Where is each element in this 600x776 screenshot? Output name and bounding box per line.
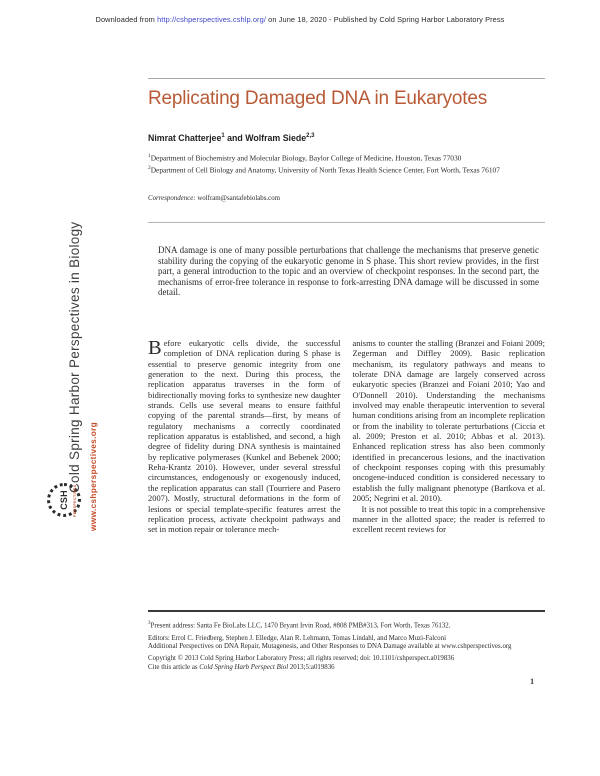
footnote-present-address-text: Present address: Santa Fe BioLabs LLC, 1470 Bryant Irvin Road, #808 PMB#313, Fort Worth, Texas 76132. bbox=[150, 622, 451, 630]
sidebar-journal-url: www.cshperspectives.org bbox=[88, 422, 98, 531]
footnote-rule bbox=[148, 610, 545, 612]
footnotes bbox=[148, 620, 545, 676]
affiliation-superscript: 1 bbox=[148, 153, 151, 159]
footnote-citation-suffix: 2013;5:a019836 bbox=[288, 664, 335, 672]
abstract: DNA damage is one of many possible perturbations that challenge the mechanisms that preserve genetic stability during the copying of the eukaryotic genome in S phase. This short review provides, in the first part, a general introduction to the topic and an overview of checkpoint responses. In the second part, the mechanisms of error-free tolerance in response to fork-arresting DNA damage will be discussed in some detail. bbox=[158, 245, 539, 298]
correspondence-label: Correspondence: bbox=[148, 195, 196, 202]
cshp-logo-abbr: CSH bbox=[58, 490, 69, 510]
footnote-citation bbox=[148, 664, 545, 673]
body-text-left: efore eukaryotic cells divide, the successful completion of DNA replication during S phase is essential to preserve genomic integrity from one generation to the next. During this process, the replication apparatus traverses in the form of bidirectionally moving forks to synthesize new daughter strands. Cells use several means to ensure faithful copying of the parental strands—first, by means of regulatory mechanisms a correctly coordinated replication apparatus is established, and second, a high degree of fidelity during DNA synthesis is maintained by replicative polymerases (Kunkel and Bebenek 2000; Reha-Krantz 2010). However, under several stressful circumstances, endogenously or exogenously induced, the replication apparatus can stall (Tourriere and Pasero 2007). Mostly, structural deformations in the form of lesions or special template-specific features arrest the replication process, activate checkpoint pathways and set in motion repair or tolerance mech- bbox=[148, 338, 341, 535]
abstract-rule bbox=[148, 222, 545, 223]
affiliations bbox=[148, 152, 540, 176]
sidebar-journal-title: Cold Spring Harbor Perspectives in Biology bbox=[67, 221, 82, 493]
affiliation bbox=[148, 152, 540, 163]
author-superscript: 1 bbox=[221, 133, 225, 140]
author-superscript: 2,3 bbox=[306, 133, 315, 140]
body-columns bbox=[148, 338, 545, 535]
authors-joiner: and bbox=[224, 133, 246, 143]
footnote-copyright-group bbox=[148, 655, 545, 672]
download-banner-suffix: on June 18, 2020 - Published by Cold Spring Harbor Laboratory Press bbox=[265, 15, 505, 24]
footnote-citation-journal: Cold Spring Harb Perspect Biol bbox=[199, 664, 289, 672]
footnote-editors-group bbox=[148, 635, 545, 652]
footnote-superscript: 3 bbox=[148, 621, 151, 626]
body-text-right: anisms to counter the stalling (Branzei and Foiani 2009; Zegerman and Diffley 2009). Basic replication mechanism, its regulatory pathways and means to tolerate DNA damage are largely conserved across eukaryotic species (Branzei and Foiani 2010; Yao and O'Donnell 2010). Understanding the mechanisms involved may enable therapeutic intervention to several human conditions arising from an incomplete replication or from the inability to tolerate perturbations (Ciccia et al. 2009; Preston et al. 2010; Abbas et al. 2013). Enhanced replication stress has also been commonly identified in precancerous lesions, and the inactivation of checkpoint responses coping with this presumably oncogene-induced condition is considered necessary to establish the fully malignant phenotype (Bartkova et al. 2005; Negrini et al. 2010). bbox=[352, 338, 545, 504]
body-column-right bbox=[353, 338, 546, 535]
body-column-left bbox=[148, 338, 341, 535]
footnote-copyright: Copyright © 2013 Cold Spring Harbor Laboratory Press; all rights reserved; doi: 10.1101/cshperspect.a019836 bbox=[148, 655, 455, 663]
body-text-right-p2: It is not possible to treat this topic in a comprehensive manner in the allotted space; the reader is referred to excellent recent reviews for bbox=[352, 503, 545, 535]
article-title: Replicating Damaged DNA in Eukaryotes bbox=[148, 88, 487, 109]
download-banner-prefix: Downloaded from bbox=[95, 15, 158, 24]
footnote-citation-prefix: Cite this article as bbox=[148, 664, 200, 672]
affiliation-text: Department of Cell Biology and Anatomy, University of North Texas Health Science Center, Fort Worth, Texas 76107 bbox=[150, 165, 500, 175]
correspondence-line bbox=[148, 195, 280, 202]
affiliation bbox=[148, 164, 540, 175]
cshp-logo-perspectives-label: PERSPECTIVES bbox=[73, 484, 77, 517]
affiliation-text: Department of Biochemistry and Molecular Biology, Baylor College of Medicine, Houston, Texas 77030 bbox=[150, 153, 462, 163]
author-name: Nimrat Chatterjee bbox=[148, 133, 222, 143]
author-name: Wolfram Siede bbox=[245, 133, 307, 143]
top-rule bbox=[148, 78, 545, 79]
drop-cap: B bbox=[148, 337, 162, 359]
footnote-present-address bbox=[148, 620, 545, 631]
correspondence-email: wolfram@santafebiolabs.com bbox=[195, 195, 281, 202]
download-banner bbox=[0, 15, 600, 24]
footnote-additional-perspectives: Additional Perspectives on DNA Repair, Mutagenesis, and Other Responses to DNA Damage available at www.cshperspectives.org bbox=[148, 643, 512, 651]
affiliation-superscript: 2 bbox=[148, 164, 151, 171]
cshperspectives-link[interactable]: http://cshperspectives.cshlp.org/ bbox=[157, 15, 266, 24]
footnote-editors: Editors: Errol C. Friedberg, Stephen J. Elledge, Alan R. Lehmann, Tomas Lindahl, and Marco Muzi-Falconi bbox=[148, 634, 446, 642]
page-number: 1 bbox=[530, 676, 535, 686]
authors-line bbox=[148, 133, 315, 143]
